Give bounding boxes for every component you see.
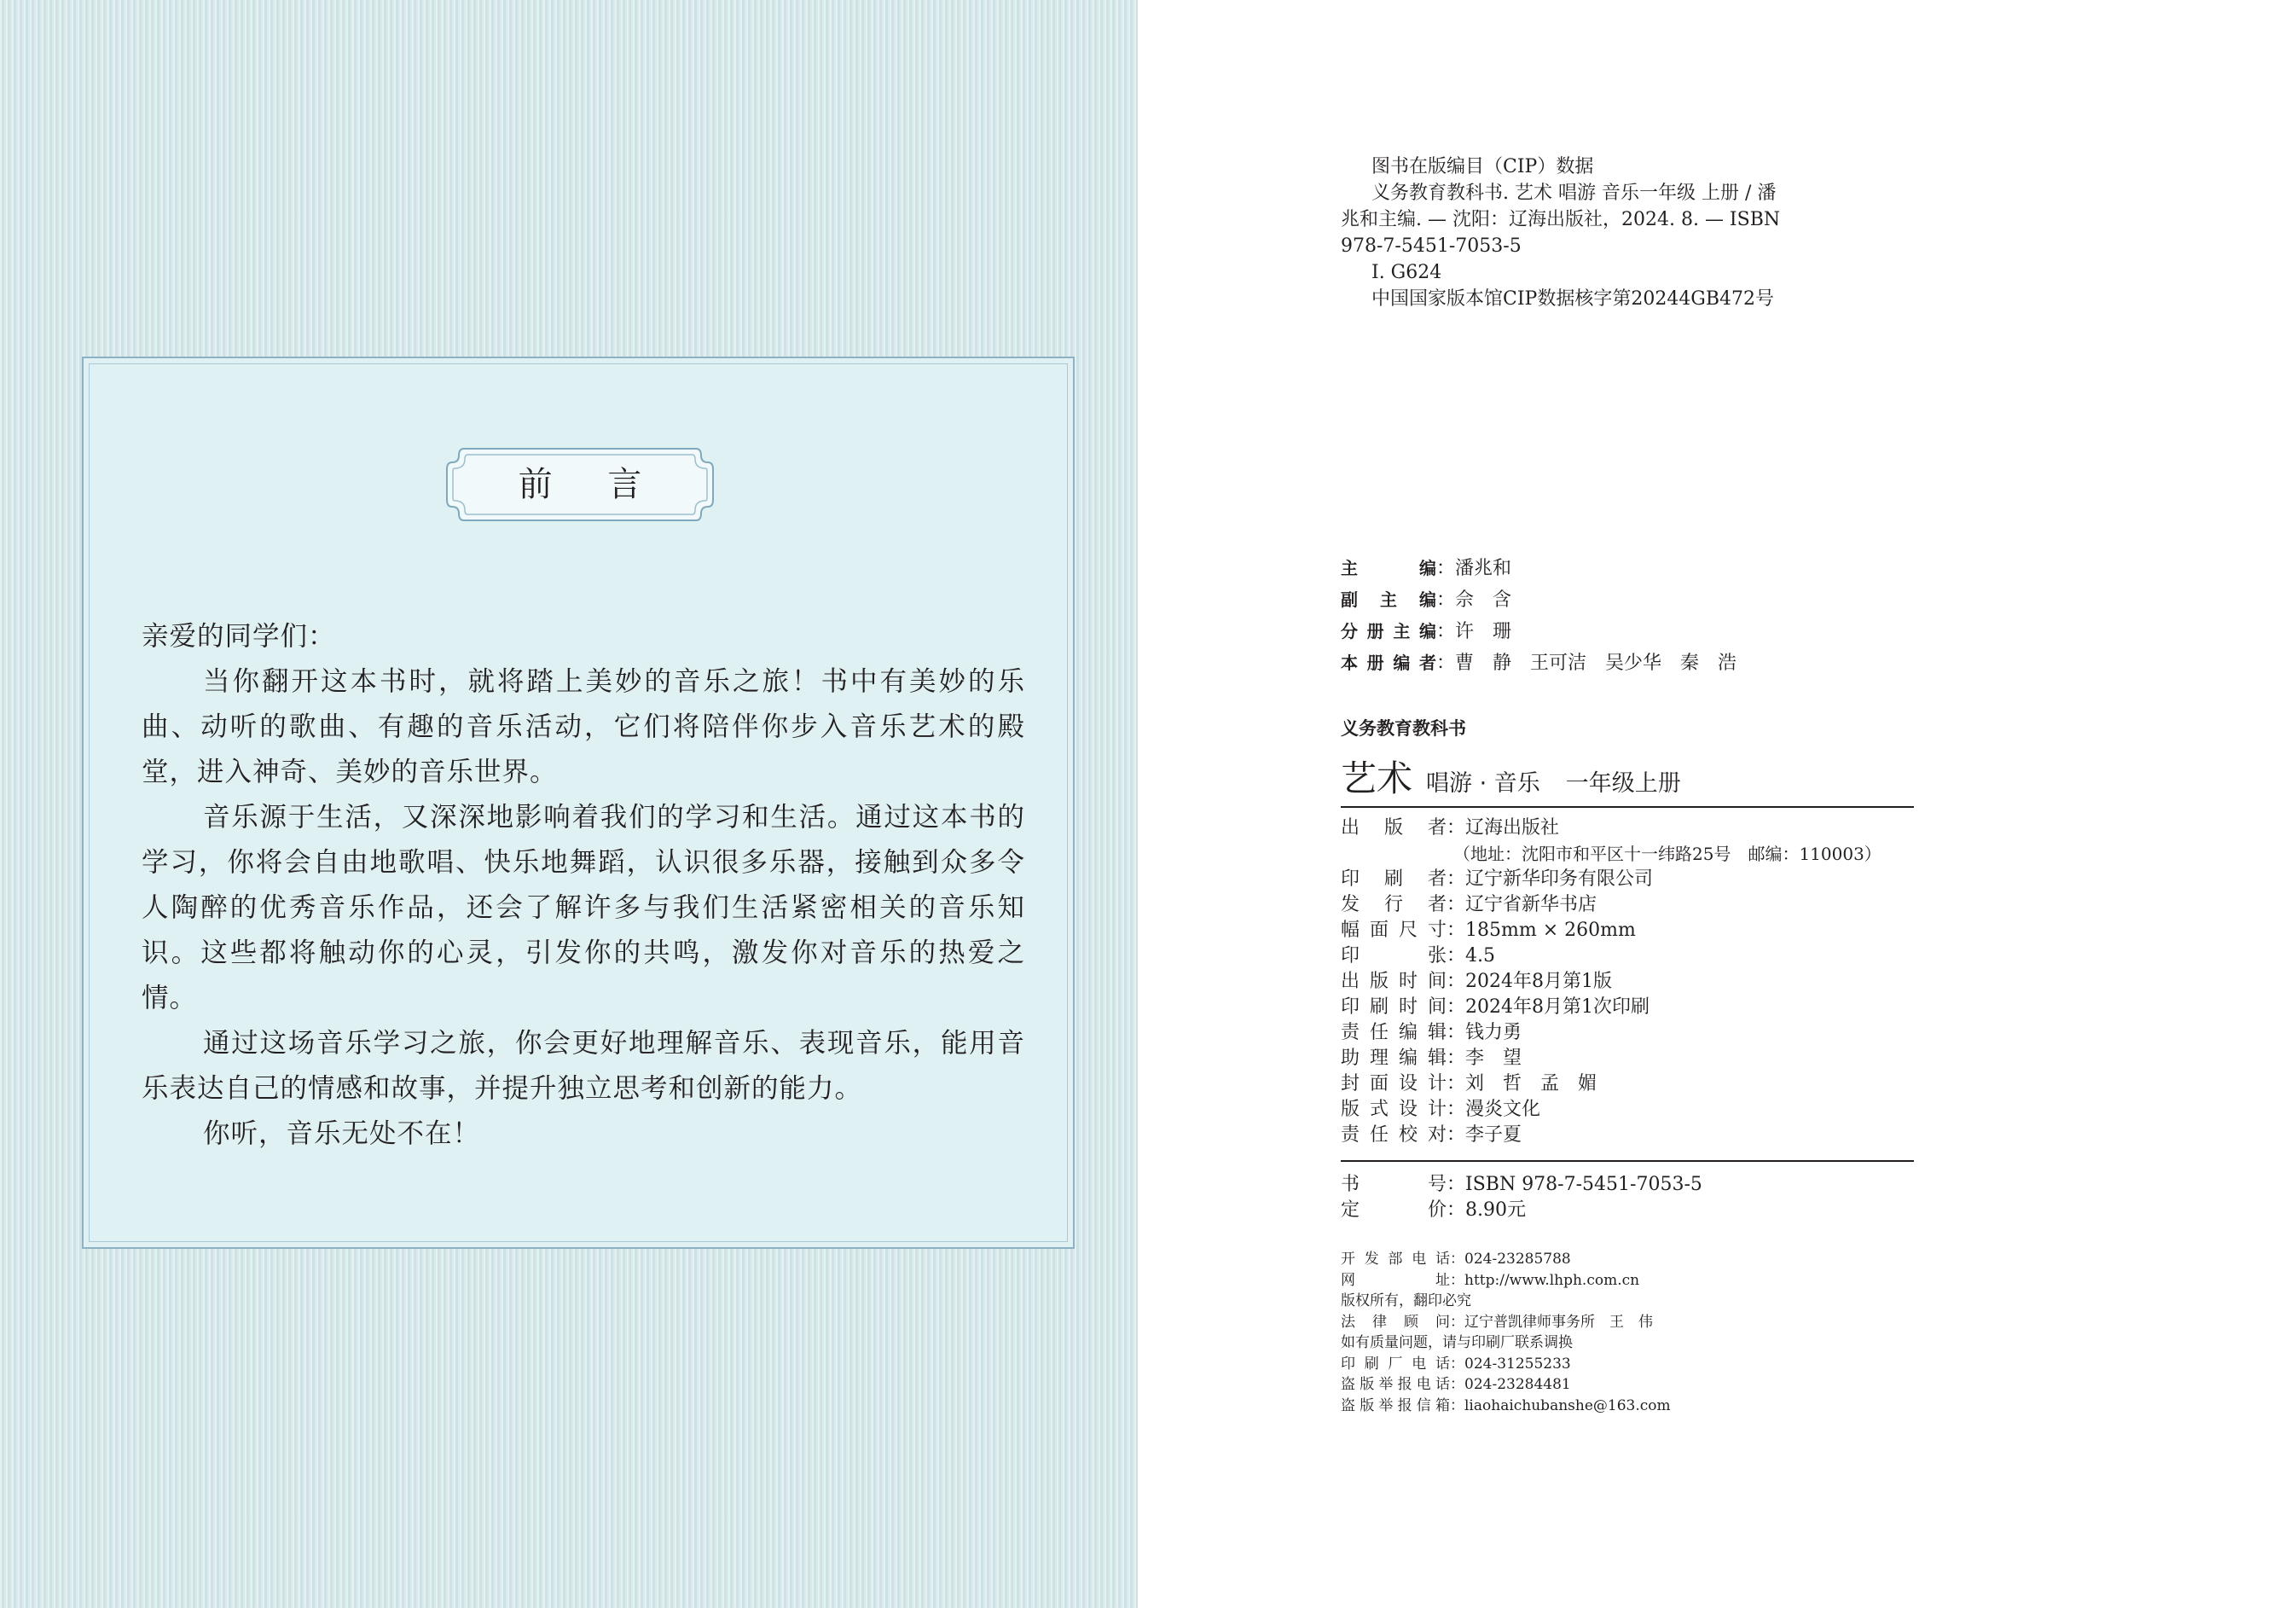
preface-body [142,614,1025,1157]
label-separator: ： [1447,1022,1466,1043]
label-separator: ： [1447,868,1466,890]
pub-value: 辽宁省新华书店 [1465,894,1597,915]
editor-value: 佘 含 [1455,589,1512,611]
label-separator: ： [1447,1124,1466,1146]
pub-label: 印 刷 者 [1341,868,1447,890]
contact-row [1341,1249,1671,1270]
editor-value: 曹 静 王可洁 吴少华 秦 浩 [1455,653,1737,674]
editor-row [1341,647,1736,679]
contact-row [1341,1396,1671,1417]
preface-paragraph-3: 通过这场音乐学习之旅，你会更好地理解音乐、表现音乐，能用音乐表达自己的情感和故事，并提升独立思考和创新的能力。 [142,1028,1025,1104]
contact-label: 盗 版 举 报 电 话 [1341,1376,1450,1393]
pub-label: 出 版 者 [1341,817,1447,839]
pub-value: 钱力勇 [1465,1022,1522,1043]
book-title [1341,751,1681,802]
label-separator: ： [1450,1313,1464,1331]
contact-value: liaohaichubanshe@163.com [1464,1396,1671,1414]
preface-title-frame [442,444,718,525]
preface-paragraph-4: 你听，音乐无处不在！ [203,1118,481,1149]
cip-heading: 图书在版编目（CIP）数据 [1371,156,1594,177]
editor-label [1341,647,1436,679]
pub-row [1341,1046,1881,1071]
preface-paragraph-1: 当你翻开这本书时，就将踏上美妙的音乐之旅！书中有美妙的乐曲、动听的歌曲、有趣的音乐活动，它们将陪伴你步入音乐艺术的殿堂，进入神奇、美妙的音乐世界。 [142,666,1025,787]
book-title-main: 艺术 [1341,758,1413,799]
label-separator: ： [1447,945,1466,967]
contact-value: 辽宁普凯律师事务所 王 伟 [1464,1313,1653,1331]
label-separator: ： [1450,1271,1464,1289]
pub-label: 出 版 时 间 [1341,971,1447,992]
contact-label: 法 律 顾 问 [1341,1313,1450,1331]
pub-value: 刘 哲 孟 媚 [1465,1073,1597,1094]
editors-block [1341,553,1736,679]
label-separator: ： [1447,1174,1466,1195]
editor-label-text: 分 册 主 编 [1341,621,1436,641]
cip-line: 义务教育教科书. 艺术 唱游 音乐一年级 上册 / 潘 [1371,183,1777,204]
label-separator: ： [1447,996,1466,1018]
preface-greeting: 亲爱的同学们： [142,621,336,652]
pub-label: 印 张 [1341,945,1447,967]
contact-value: 024-31255233 [1464,1355,1571,1373]
contact-value: http://www.lhph.com.cn [1464,1271,1640,1289]
cip-line: 中国国家版本馆CIP数据核字第20244GB472号 [1371,288,1775,310]
isbn-price-block [1341,1172,1702,1223]
cip-line: 兆和主编. — 沈阳：辽海出版社，2024. 8. — ISBN [1341,209,1781,230]
pub-label: 封 面 设 计 [1341,1073,1447,1094]
editor-separator: ： [1436,621,1456,642]
pub-value: 2024年8月第1次印刷 [1465,996,1650,1018]
editor-label [1341,616,1436,647]
pub-row [1341,918,1881,943]
left-page [0,0,1138,1608]
contact-label: 网 址 [1341,1271,1450,1289]
preface-box [82,357,1075,1249]
pub-row [1341,995,1881,1020]
label-separator: ： [1450,1355,1464,1373]
cip-block [1341,154,1780,312]
pub-row [1341,1020,1881,1046]
pub-separator: ： [1447,817,1466,839]
cip-line: 978-7-5451-7053-5 [1341,235,1522,257]
pub-value: 李子夏 [1465,1124,1522,1146]
editor-value: 许 珊 [1455,621,1512,642]
right-page [1138,0,2296,1608]
editor-row [1341,553,1736,584]
pub-label: 幅 面 尺 寸 [1341,920,1447,941]
pub-row [1341,1071,1881,1097]
editor-label-text: 本 册 编 者 [1341,653,1436,673]
pub-row [1341,969,1881,995]
pub-label: 版 式 设 计 [1341,1099,1447,1120]
label-separator: ： [1447,1099,1466,1120]
contact-block [1341,1249,1671,1416]
editor-separator: ： [1436,558,1456,579]
preface-title: 前 言 [518,465,664,504]
contact-value: 024-23285788 [1464,1251,1571,1268]
contact-row [1341,1291,1671,1312]
editor-label [1341,584,1436,616]
pub-row [1341,1198,1702,1223]
label-separator: ： [1450,1376,1464,1393]
contact-row [1341,1354,1671,1375]
contact-row [1341,1374,1671,1396]
pub-label: 印 刷 时 间 [1341,996,1447,1018]
pub-value: 辽海出版社 [1465,817,1560,839]
cip-line: Ⅰ. G624 [1371,262,1442,283]
editor-separator: ： [1436,589,1456,611]
series-label: 义务教育教科书 [1341,718,1466,739]
pub-value: 8.90元 [1465,1199,1527,1221]
contact-label: 印 刷 厂 电 话 [1341,1355,1450,1373]
divider [1341,806,1914,808]
divider [1341,1160,1914,1162]
pub-value: 辽宁新华印务有限公司 [1465,868,1654,890]
pub-label: 责 任 校 对 [1341,1124,1447,1146]
label-separator: ： [1447,1199,1466,1221]
label-separator: ： [1447,1048,1466,1069]
publication-info [1341,816,1881,1148]
label-separator: ： [1450,1251,1464,1268]
pub-rows [1341,867,1881,1148]
contact-value: 024-23284481 [1464,1376,1571,1393]
pub-row [1341,816,1881,841]
pub-row [1341,867,1881,892]
pub-label: 书 号 [1341,1174,1447,1195]
label-separator: ： [1447,971,1466,992]
pub-row [1341,892,1881,918]
book-title-sub: 唱游 · 音乐 [1426,770,1540,797]
publisher-address: （地址：沈阳市和平区十一纬路25号 邮编：110003） [1453,844,1881,864]
pub-label: 责 任 编 辑 [1341,1022,1447,1043]
pub-label: 发 行 者 [1341,894,1447,915]
contact-row [1341,1332,1671,1354]
pub-row [1341,1172,1702,1198]
label-separator: ： [1447,1073,1466,1094]
pub-value: ISBN 978-7-5451-7053-5 [1465,1174,1702,1195]
label-separator: ： [1447,894,1466,915]
contact-value: 版权所有，翻印必究 [1341,1292,1471,1309]
pub-row [1341,1097,1881,1123]
editor-label-text: 副 主 编 [1341,589,1436,610]
pub-label: 助 理 编 辑 [1341,1048,1447,1069]
book-title-grade: 一年级上册 [1565,770,1681,797]
pub-value: 185mm × 260mm [1465,920,1636,941]
contact-label: 开 发 部 电 话 [1341,1251,1450,1268]
editor-separator: ： [1436,653,1456,674]
contact-row [1341,1270,1671,1292]
contact-label: 盗 版 举 报 信 箱 [1341,1396,1450,1414]
preface-paragraph-2: 音乐源于生活，又深深地影响着我们的学习和生活。通过这本书的学习，你将会自由地歌唱、快乐地舞蹈，认识很多乐器，接触到众多令人陶醉的优秀音乐作品，还会了解许多与我们生活紧密相关的音乐知识。这些都将触动你的心灵，引发你的共鸣，激发你对音乐的热爱之情。 [142,802,1025,1013]
editor-label-text: 主 编 [1341,558,1436,578]
editor-value: 潘兆和 [1455,558,1512,579]
contact-value: 如有质量问题，请与印刷厂联系调换 [1341,1334,1573,1351]
pub-row [1341,943,1881,969]
pub-value: 漫炎文化 [1465,1099,1541,1120]
pub-value: 李 望 [1465,1048,1522,1069]
editor-row [1341,584,1736,616]
label-separator: ： [1450,1396,1464,1414]
editor-row [1341,616,1736,647]
pub-value: 2024年8月第1版 [1465,971,1612,992]
editor-label [1341,553,1436,584]
pub-value: 4.5 [1465,945,1496,967]
contact-row [1341,1312,1671,1333]
pub-label: 定 价 [1341,1199,1447,1221]
pub-row [1341,1123,1881,1148]
label-separator: ： [1447,920,1466,941]
